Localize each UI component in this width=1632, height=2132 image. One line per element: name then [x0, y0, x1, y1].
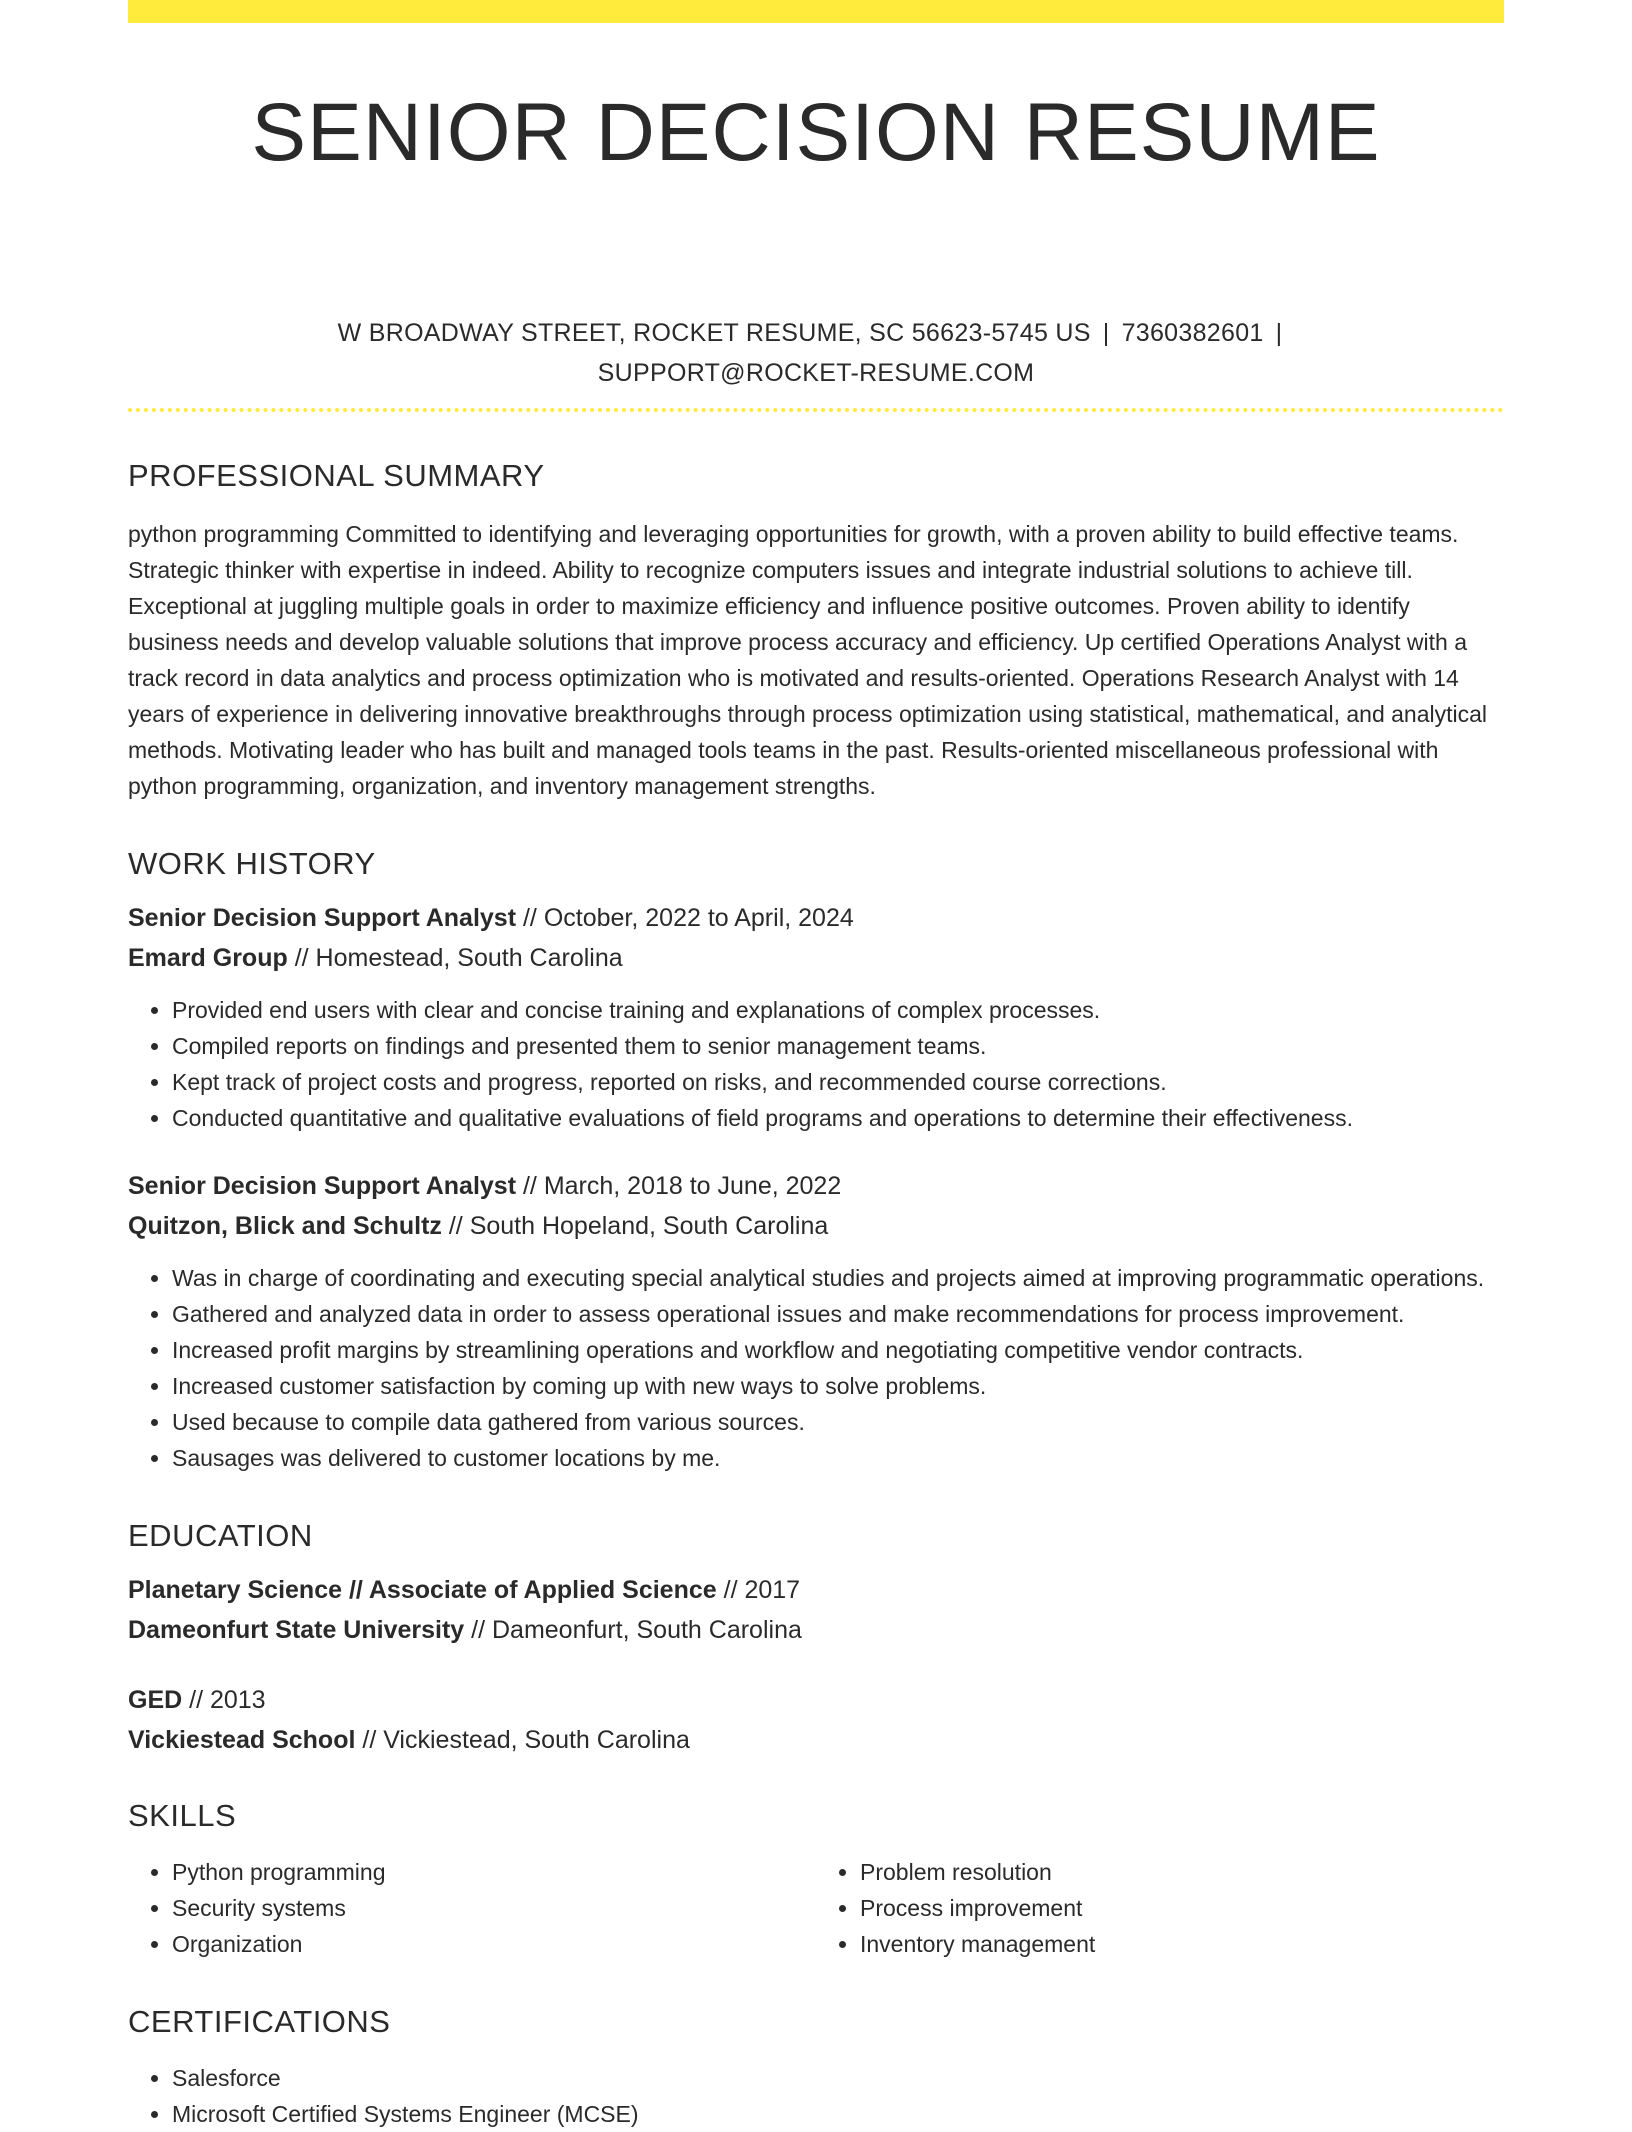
job-company-line	[128, 1206, 1504, 1246]
list-item: • Gathered and analyzed data in order to assess operational issues and make recommendations for process improvement.	[172, 1296, 1504, 1332]
list-item: • Provided end users with clear and concise training and explanations of complex processes.	[172, 992, 1504, 1028]
education-degree: Planetary Science // Associate of Applied Science	[128, 1576, 717, 1604]
education-entry	[128, 1570, 1504, 1650]
summary-heading: PROFESSIONAL SUMMARY	[128, 458, 545, 493]
skills-list	[128, 1854, 816, 1962]
resume-name: SENIOR DECISION RESUME	[251, 87, 1381, 178]
list-item: • Used because to compile data gathered from various sources.	[172, 1404, 1504, 1440]
job-dates: // March, 2018 to June, 2022	[516, 1172, 842, 1200]
list-item: • Process improvement	[860, 1890, 1504, 1926]
contact-separator: |	[1275, 319, 1283, 347]
education-school: Dameonfurt State University	[128, 1616, 465, 1644]
education-degree-line	[128, 1680, 1504, 1720]
education-year: // 2017	[716, 1576, 801, 1604]
list-item: • Problem resolution	[860, 1854, 1504, 1890]
education-location: // Dameonfurt, South Carolina	[464, 1616, 802, 1644]
job-bullets	[128, 1260, 1504, 1476]
education-school-line	[128, 1610, 1504, 1650]
resume-page	[128, 0, 1504, 2132]
certifications-heading: CERTIFICATIONS	[128, 2004, 391, 2039]
contact-address: W BROADWAY STREET, ROCKET RESUME, SC 56623-5745 US	[337, 319, 1091, 347]
contact-separator: |	[1102, 319, 1110, 347]
certifications-list	[128, 2060, 1504, 2132]
list-item: • Sausages was delivered to customer locations by me.	[172, 1440, 1504, 1476]
list-item: • Organization	[172, 1926, 816, 1962]
education-heading: EDUCATION	[128, 1518, 313, 1553]
education-degree: GED	[128, 1686, 183, 1714]
skills-heading: SKILLS	[128, 1798, 237, 1833]
job-title-line	[128, 1166, 1504, 1206]
list-item: • Microsoft Certified Systems Engineer (MCSE)	[172, 2096, 1504, 2132]
list-item: • Security systems	[172, 1890, 816, 1926]
list-item: • Conducted quantitative and qualitative evaluations of field programs and operations to determine their effectiveness.	[172, 1100, 1504, 1136]
education-degree-line	[128, 1570, 1504, 1610]
contact-email: SUPPORT@ROCKET-RESUME.COM	[597, 359, 1035, 387]
job-location: // Homestead, South Carolina	[287, 944, 623, 972]
skills-list	[816, 1854, 1504, 1962]
contact-info	[128, 313, 1504, 393]
header-divider	[128, 408, 1504, 412]
contact-phone: 7360382601	[1121, 319, 1264, 347]
skills-column-left	[128, 1854, 816, 1962]
education-entry	[128, 1680, 1504, 1760]
job-company-line	[128, 938, 1504, 978]
list-item: • Increased customer satisfaction by coming up with new ways to solve problems.	[172, 1368, 1504, 1404]
job-role: Senior Decision Support Analyst	[128, 1172, 517, 1200]
job-company: Quitzon, Blick and Schultz	[128, 1212, 442, 1240]
list-item: • Kept track of project costs and progress, reported on risks, and recommended course corrections.	[172, 1064, 1504, 1100]
job-company: Emard Group	[128, 944, 288, 972]
education-year: // 2013	[182, 1686, 266, 1714]
list-item: • Compiled reports on findings and presented them to senior management teams.	[172, 1028, 1504, 1064]
education-school-line	[128, 1720, 1504, 1760]
job-location: // South Hopeland, South Carolina	[441, 1212, 829, 1240]
list-item: • Increased profit margins by streamlining operations and workflow and negotiating competitive vendor contracts.	[172, 1332, 1504, 1368]
list-item: • Was in charge of coordinating and executing special analytical studies and projects aimed at improving programmatic operations.	[172, 1260, 1504, 1296]
job-entry	[128, 898, 1504, 1136]
job-bullets	[128, 992, 1504, 1136]
list-item: • Salesforce	[172, 2060, 1504, 2096]
job-role: Senior Decision Support Analyst	[128, 904, 517, 932]
skills-column-right	[816, 1854, 1504, 1962]
list-item: • Inventory management	[860, 1926, 1504, 1962]
job-dates: // October, 2022 to April, 2024	[516, 904, 854, 932]
job-entry	[128, 1166, 1504, 1476]
job-title-line	[128, 898, 1504, 938]
education-school: Vickiestead School	[128, 1726, 356, 1754]
summary-text: python programming Committed to identifying and leveraging opportunities for growth, with a proven ability to build effective teams. Strategic thinker with expertise in indeed. Ability to recognize computers issues and integrate industrial solutions to achieve till. Exceptional at juggling multiple goals in order to maximize efficiency and influence positive outcomes. Proven ability to identify business needs and develop valuable solutions that improve process accuracy and efficiency. Up certified Operations Analyst with a track record in data analytics and process optimization who is motivated and results-oriented. Operations Research Analyst with 14 years of experience in delivering innovative breakthroughs through process optimization using statistical, mathematical, and analytical methods. Motivating leader who has built and managed tools teams in the past. Results-oriented miscellaneous professional with python programming, organization, and inventory management strengths.	[128, 521, 1488, 799]
accent-bar	[128, 0, 1504, 23]
skills-grid	[128, 1854, 1504, 1962]
list-item: • Python programming	[172, 1854, 816, 1890]
education-location: // Vickiestead, South Carolina	[355, 1726, 690, 1754]
work-history-heading: WORK HISTORY	[128, 846, 376, 881]
